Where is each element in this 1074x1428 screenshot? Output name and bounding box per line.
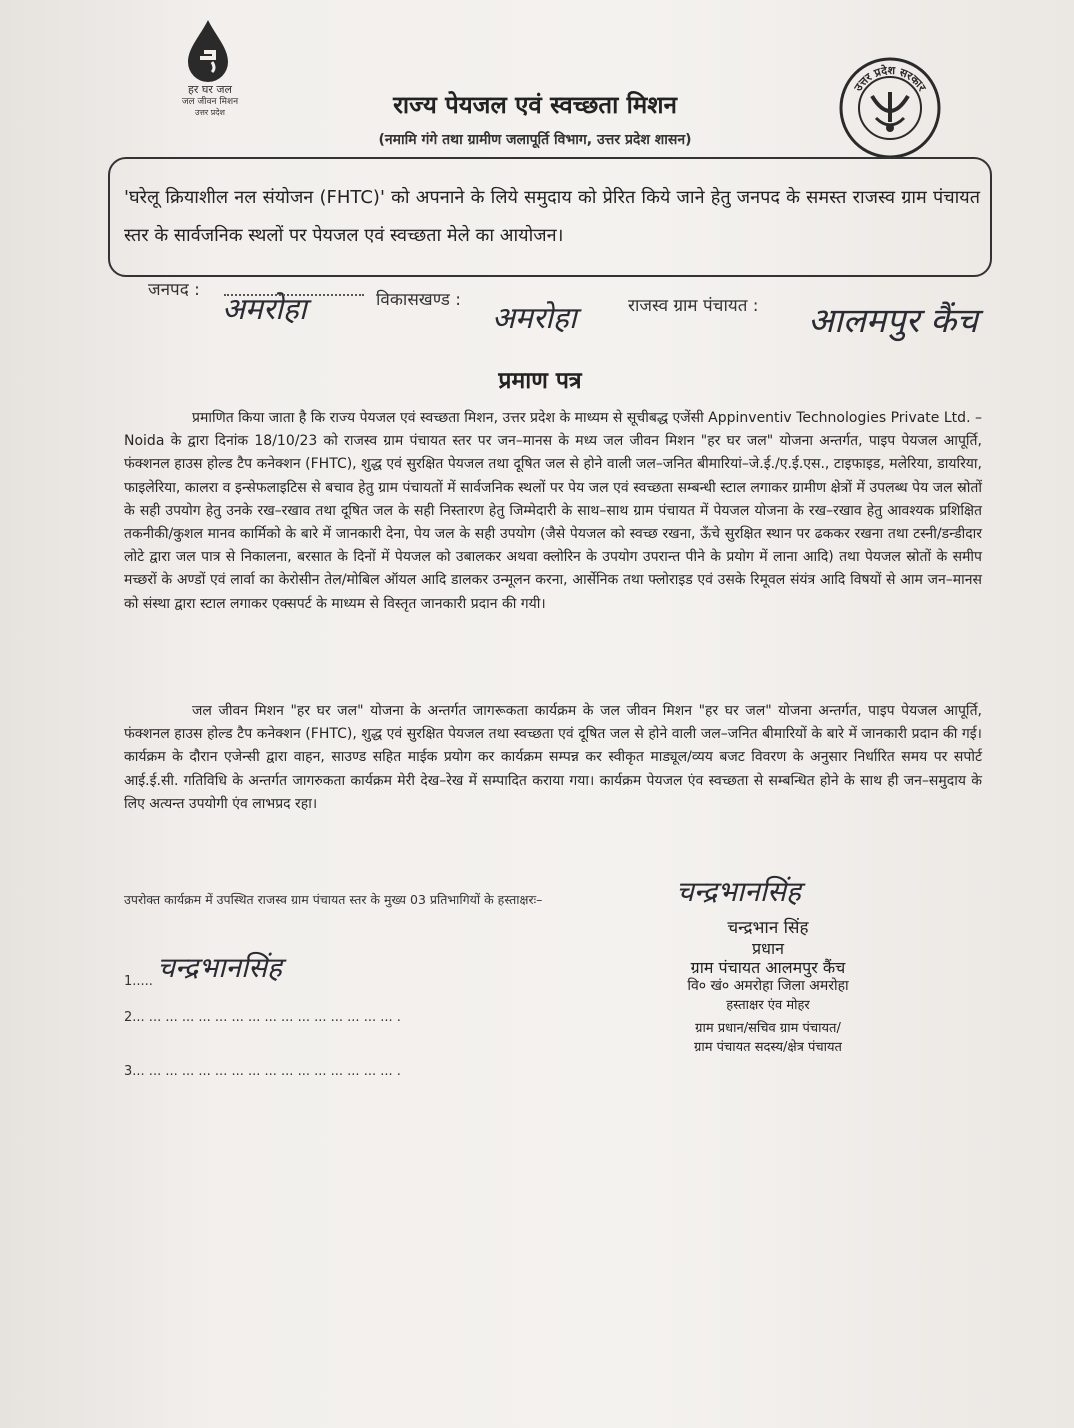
participant-1-signature: चन्द्रभानसिंह xyxy=(157,951,282,984)
emblem-icon xyxy=(838,56,942,160)
block-label: विकासखण्ड : xyxy=(376,290,462,310)
pradhan-signature: चन्द्रभानसिंह xyxy=(676,875,801,908)
logo-caption-1: हर घर जल xyxy=(188,83,232,96)
up-government-seal xyxy=(838,56,942,160)
pradhan-block: वि० खं० अमरोहा जिला अमरोहा xyxy=(687,978,849,994)
har-ghar-jal-logo xyxy=(160,18,260,118)
svg-text:उत्तर प्रदेश सरकार: उत्तर प्रदेश सरकार xyxy=(851,63,929,94)
participant-line-2: 2... ... ... ... ... ... ... ... ... ... ... ... ... ... ... ... . xyxy=(124,1010,401,1025)
subject-text: 'घरेलू क्रियाशील नल संयोजन (FHTC)' को अपनाने के लिये समुदाय को प्रेरित किये जाने हेतु जनपद के समस्त राजस्व ग्राम पंचायत स्तर के सार्वजनिक स्थलों पर पेयजल एवं स्वच्छता मेले का आयोजन। xyxy=(124,187,980,246)
district-label: जनपद : xyxy=(148,280,200,300)
block-value: अमरोहा xyxy=(492,301,577,336)
pradhan-name: चन्द्रभान सिंह xyxy=(727,918,809,938)
participants-note: उपरोक्त कार्यक्रम में उपस्थित राजस्व ग्राम पंचायत स्तर के मुख्य 03 प्रतिभागियों के हस्ताक्षरः– xyxy=(124,892,543,907)
pradhan-stamp xyxy=(648,918,888,1057)
certificate-paragraph-2: जल जीवन मिशन "हर घर जल" योजना के अन्तर्गत जागरूकता कार्यक्रम के जल जीवन मिशन "हर घर जल" योजना अन्तर्गत, पाइप पेयजल आपूर्ति, फंक्शनल हाउस होल्ड टैप कनेक्शन (FHTC), शुद्ध एवं सुरक्षित पेयजल तथा स्वच्छता एवं दूषित जल से होने वाली जल–जनित बीमारियों के बारे में जानकारी प्रदान की गई। कार्यक्रम के दौरान एजेन्सी द्वारा वाहन, साउण्ड सहित माईक प्रयोग कर कार्यक्रम सम्पन्न कर स्वीकृत माड्यूल/व्यय बजट विवरण के अनुसार निर्धारित समय पर सपोर्ट आई.ई.सी. गतिविधि के अन्तर्गत जागरुकता कार्यक्रम मेरी देख–रेख में सम्पादित कराया गया। कार्यक्रम पेयजल एंव स्वच्छता से सम्बन्धित होने के साथ ही जन–समुदाय के लिए अत्यन्त उपयोगी एंव लाभप्रद रहा। xyxy=(124,703,982,812)
logo-caption-2: जल जीवन मिशन xyxy=(181,97,239,107)
role-line-2: ग्राम पंचायत सदस्य/क्षेत्र पंचायत xyxy=(694,1040,842,1055)
pradhan-panchayat: ग्राम पंचायत आलमपुर कैंच xyxy=(690,958,846,977)
stamp-label: हस्ताक्षर एंव मोहर xyxy=(726,998,810,1013)
subject-box xyxy=(108,157,992,277)
district-value: अमरोहा xyxy=(222,292,307,327)
logo-caption-3: उत्तर प्रदेश xyxy=(195,108,225,117)
mission-subtitle: (नमामि गंगे तथा ग्रामीण जलापूर्ति विभाग, उत्तर प्रदेश शासन) xyxy=(378,132,692,148)
role-line-1: ग्राम प्रधान/सचिव ग्राम पंचायत/ xyxy=(695,1021,841,1036)
participant-line-3: 3... ... ... ... ... ... ... ... ... ... ... ... ... ... ... ... . xyxy=(124,1064,401,1079)
mission-title: राज्य पेयजल एवं स्वच्छता मिशन xyxy=(393,91,677,119)
panchayat-label: राजस्व ग्राम पंचायत : xyxy=(628,296,759,316)
district-underline xyxy=(224,294,364,296)
participant-line-1: 1..... चन्द्रभानसिंह xyxy=(124,951,282,989)
certificate-title: प्रमाण पत्र xyxy=(498,368,582,394)
water-drop-icon xyxy=(182,18,234,84)
panchayat-value: आलमपुर कैंच xyxy=(808,301,978,341)
certificate-paragraph-1: प्रमाणित किया जाता है कि राज्य पेयजल एवं स्वच्छता मिशन, उत्तर प्रदेश के माध्यम से सूचीबद्ध एजेंसी Appinventiv Technologies Private Ltd. – Noida के द्वारा दिनांक 18/10/23 को राजस्व ग्राम पंचायत स्तर पर जन–मानस के मध्य जल जीवन मिशन "हर घर जल" योजना अन्तर्गत, पाइप पेयजल आपूर्ति, फंक्शनल हाउस होल्ड टैप कनेक्शन (FHTC), शुद्ध एवं सुरक्षित पेयजल तथा दूषित जल से होने वाली जल–जनित बीमारियां–जे.ई./ए.ई.एस., टाइफाइड, मलेरिया, डायरिया, फाइलेरिया, कालरा व इन्सेफलाइटिस से बचाव हेतु ग्राम पंचायतों में सार्वजनिक स्थलों पर पेय जल एवं स्वच्छता सम्बन्धी स्टाल लगाकर ग्रामीण क्षेत्रों में उपलब्ध पेय जल स्रोतों के सही उपयोग हेतु उनके रख–रखाव तथा दूषित जल के सही निस्तारण हेतु जिम्मेदारी के साथ–साथ ग्राम पंचायत में पेयजल योजना के रख–रखाव हेतु आवश्यक प्रशिक्षित तकनीकी/कुशल मानव कार्मिको के बारे में जानकारी देना, पेय जल के सही उपयोग (जैसे पेयजल को स्वच्छ रखना, ऊँचे सुरक्षित स्थान पर ढककर रखना तथा टस्नी/डन्डीदार लोटे द्वारा जल पात्र से निकालना, बरसात के दिनों में पेयजल को उबालकर अथवा क्लोरिन के उपयोग उपरान्त पीने के प्रयोग में लाना आदि) तथा पेयजल स्रोतों के समीप मच्छरों के अण्डों एवं लार्वा का केरोसीन तेल/मोबिल ऑयल आदि डालकर उन्मूलन करना, आर्सेनिक तथा फ्लोराइड एवं उसके रिमूवल संयंत्र आदि विषयों से आम जन–मानस को संस्था द्वारा स्टाल लगाकर एक्सपर्ट के माध्यम से विस्तृत जानकारी प्रदान की गयी। xyxy=(124,410,982,612)
pradhan-designation: प्रधान xyxy=(752,939,784,958)
